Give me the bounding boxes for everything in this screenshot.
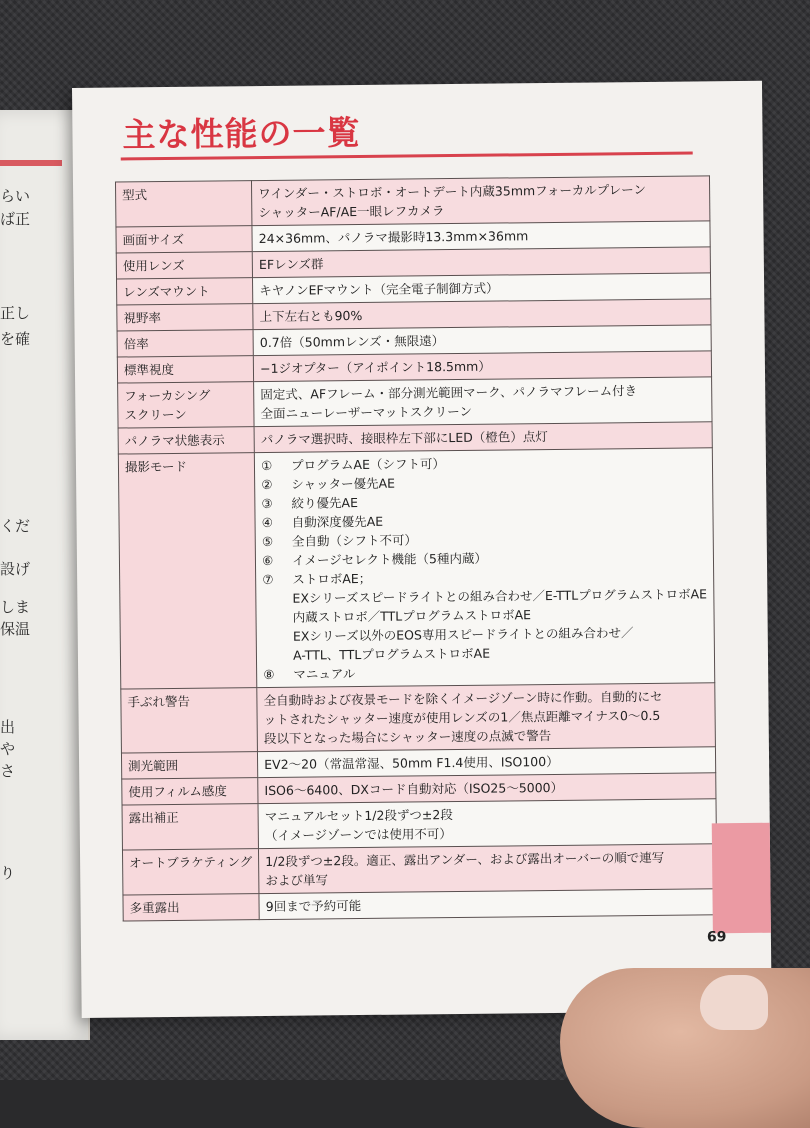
spec-label: [116, 226, 252, 253]
thumb: [560, 968, 810, 1128]
left-page-red-bar: [0, 160, 62, 166]
mode-item: [263, 660, 708, 684]
spec-label: [122, 804, 259, 850]
spec-row: [121, 683, 715, 753]
spec-row: [122, 844, 716, 895]
spec-row: [115, 176, 709, 227]
spec-value-line: 9回まで予約可能: [265, 898, 362, 915]
spec-value: [259, 889, 717, 920]
left-page-fragment: や: [0, 740, 16, 758]
spec-value: [259, 844, 717, 894]
spec-value-line: キヤノンEFマウント（完全電子制御方式）: [259, 280, 499, 299]
spec-value: [258, 799, 716, 849]
left-page-fragment: ば正: [0, 210, 31, 228]
spec-label-line: パノラマ状態表示: [124, 432, 225, 449]
index-tab: [712, 823, 771, 934]
spec-label-line: 型式: [122, 187, 148, 203]
spec-label-line: 露出補正: [128, 809, 179, 826]
spec-value-line: 段以下となった場合にシャッター速度の点滅で警告: [263, 728, 552, 747]
mode-text: A-TTL、TTLプログラムストロボAE: [293, 645, 491, 663]
spec-label-line: 視野率: [123, 310, 162, 326]
spec-value: [252, 176, 710, 226]
spec-label-line: 測光範囲: [128, 757, 179, 774]
mode-number: ⑦: [262, 571, 274, 588]
spec-value: [254, 377, 712, 427]
spec-label: [117, 304, 253, 331]
spec-value-line: シャッターAF/AE一眼レフカメラ: [258, 203, 445, 221]
left-page-fragment: さ: [0, 762, 16, 780]
spec-label: [117, 330, 253, 357]
spec-label: [122, 778, 258, 805]
left-page-fragment: 出: [0, 718, 16, 736]
spec-row: [123, 889, 717, 921]
spec-value-line: 1/2段ずつ±2段。適正、露出アンダー、および露出オーバーの順で連写: [265, 849, 665, 870]
spec-label-line: レンズマウント: [123, 283, 210, 300]
mode-text: マニュアル: [293, 666, 356, 682]
mode-text: EXシリーズスピードライトとの組み合わせ／E-TTLプログラムストロボAE: [292, 586, 708, 606]
spec-label-line: 撮影モード: [124, 458, 188, 475]
mode-text: 内蔵ストロボ／TTLプログラムストロボAE: [292, 607, 532, 625]
mode-text: イメージセレクト機能（5種内蔵）: [292, 550, 488, 568]
spec-value-line: および単写: [265, 872, 329, 889]
left-page-fragment: 正し: [0, 304, 31, 322]
spec-label-line: 使用レンズ: [122, 257, 185, 274]
left-page-fragment: を確: [0, 330, 31, 348]
spec-value-line: 0.7倍（50mmレンズ・無限遠）: [259, 333, 445, 351]
left-page-fragment: 設げ: [0, 560, 31, 578]
mode-number: ④: [261, 514, 273, 531]
spec-label: [115, 181, 252, 227]
spec-label: [118, 427, 254, 454]
mode-number: ⑧: [263, 666, 275, 683]
spec-label: [117, 356, 253, 383]
spec-value-line: 上下左右とも90%: [259, 307, 363, 325]
spec-label: [121, 752, 257, 779]
mode-text: シャッター優先AE: [291, 475, 396, 492]
spec-value-line: ワインダー・ストロボ・オートデート内蔵35mmフォーカルプレーン: [258, 181, 647, 202]
thumbnail-nail: [700, 975, 768, 1030]
mode-text: 自動深度優先AE: [291, 513, 384, 530]
mode-number: ②: [261, 476, 273, 493]
spec-label: [118, 453, 257, 689]
mode-number: ①: [261, 457, 273, 474]
spec-label: [122, 849, 259, 895]
spec-label-line: 倍率: [123, 336, 149, 352]
left-page-fragment: り: [0, 864, 16, 882]
spec-value-line: 24×36mm、パノラマ撮影時13.3mm×36mm: [258, 228, 529, 247]
spec-label-line: フォーカシング: [124, 387, 211, 404]
spec-value-line: 固定式、AFフレーム・部分測光範囲マーク、パノラマフレーム付き: [260, 383, 638, 403]
left-page-fragment: しま: [0, 598, 31, 616]
spec-label-line: 多重露出: [129, 899, 180, 916]
spec-label-line: オートブラケティング: [129, 854, 253, 871]
spec-value: [257, 683, 715, 752]
spec-label: [123, 894, 259, 921]
spec-value-line: EFレンズ群: [258, 256, 324, 273]
spec-row: [118, 448, 714, 689]
spec-value-line: ットされたシャッター速度が使用レンズの1／焦点距離マイナス0〜0.5: [263, 707, 661, 728]
spec-row: [118, 377, 712, 428]
mode-text: プログラムAE（シフト可）: [291, 456, 446, 473]
page-title: 主な性能の一覧: [122, 112, 361, 155]
spec-row: [122, 799, 716, 850]
page-number: 69: [706, 929, 727, 946]
spec-label-line: 画面サイズ: [122, 231, 185, 248]
spec-value-line: −1ジオプター（アイポイント18.5mm）: [260, 358, 491, 377]
spec-value-line: EV2〜20（常温常湿、50mm F1.4使用、ISO100）: [264, 753, 559, 773]
spec-table: [115, 175, 717, 921]
spec-label-line: 標準視度: [123, 361, 175, 378]
mode-number: ⑤: [261, 533, 274, 550]
spec-value: [254, 448, 714, 688]
manual-page: [72, 81, 772, 1018]
spec-label: [116, 252, 252, 279]
spec-label: [117, 278, 253, 305]
spec-label-line: スクリーン: [124, 406, 187, 423]
spec-value-line: 全面ニューレーザーマットスクリーン: [260, 403, 473, 422]
spec-value-line: （イメージゾーンでは使用不可）: [264, 826, 452, 844]
spec-label-line: 使用フィルム感度: [128, 783, 227, 800]
mode-number: ⑥: [262, 552, 274, 569]
mode-text: 絞り優先AE: [291, 495, 359, 511]
spec-label-line: 手ぶれ警告: [127, 693, 191, 710]
spec-value-line: 全自動時および夜景モードを除くイメージゾーン時に作動。自動的にセ: [263, 688, 663, 709]
spec-value-line: ISO6〜6400、DXコード自動対応（ISO25〜5000）: [264, 779, 564, 799]
spec-label: [121, 688, 258, 753]
mode-text: ストロボAE；: [292, 570, 372, 587]
spec-value-line: パノラマ選択時、接眼枠左下部にLED（橙色）点灯: [260, 429, 548, 448]
mode-text: EXシリーズ以外のEOS専用スピードライトとの組み合わせ／: [292, 625, 634, 644]
left-page-fragment: 保温: [0, 620, 31, 638]
left-page-fragment: くだ: [0, 517, 31, 535]
left-page-fragment: らい: [0, 187, 31, 205]
spec-value-line: マニュアルセット1/2段ずつ±2段: [264, 807, 453, 825]
spec-label: [118, 382, 255, 428]
mode-number: ③: [261, 495, 273, 512]
mode-text: 全自動（シフト不可）: [291, 532, 417, 549]
